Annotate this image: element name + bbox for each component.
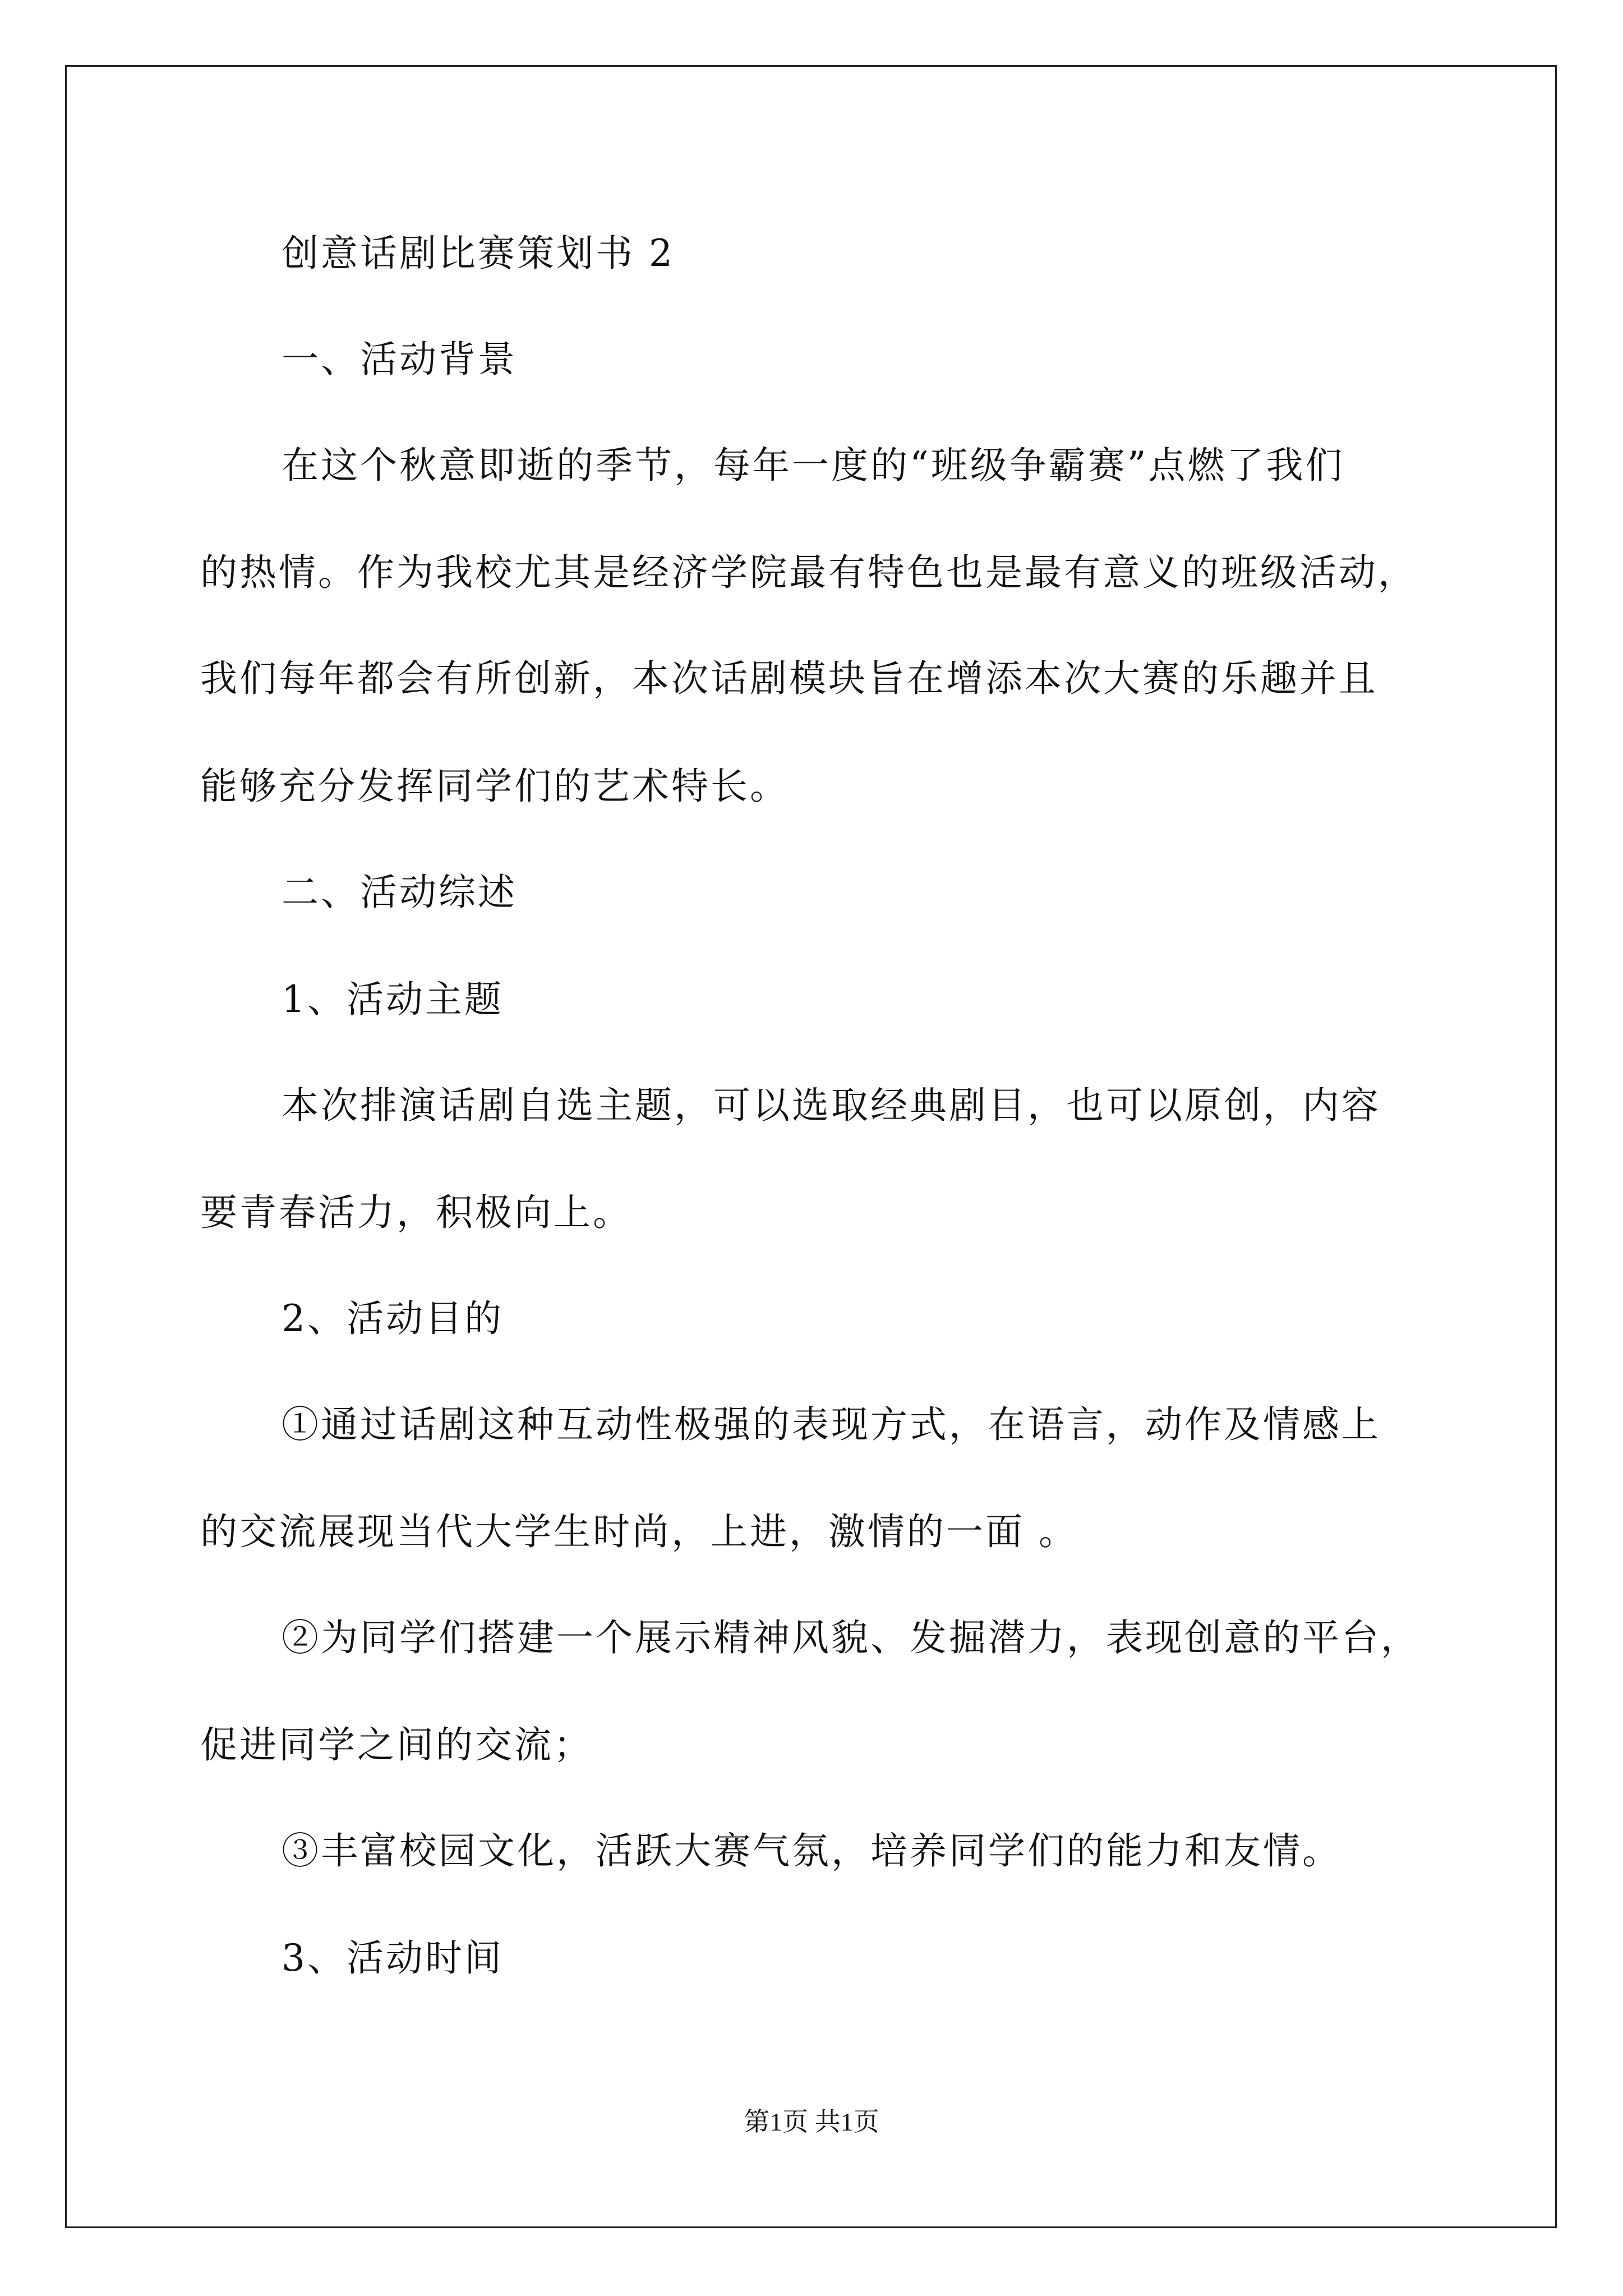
page-border	[65, 65, 1557, 2228]
goal-item-line: ②为同学们搭建一个展示精神风貌、发掘潜力，表现创意的平台，	[282, 1616, 1420, 1659]
goal-item-line: ①通过话剧这种互动性极强的表现方式，在语言，动作及情感上	[282, 1403, 1381, 1446]
section-heading-background: 一、活动背景	[282, 338, 517, 381]
subheading-time: 3、活动时间	[282, 1936, 504, 1980]
paragraph-line: 要青春活力，积极向上。	[200, 1191, 632, 1234]
goal-item-line: 促进同学之间的交流；	[200, 1723, 593, 1766]
paragraph-line: 能够充分发挥同学们的艺术特长。	[200, 765, 789, 808]
document-title: 创意话剧比赛策划书 2	[282, 232, 675, 275]
paragraph-line: 在这个秋意即逝的季节，每年一度的“班级争霸赛”点燃了我们	[282, 444, 1345, 487]
subheading-theme: 1、活动主题	[282, 978, 504, 1021]
paragraph-line: 的热情。作为我校尤其是经济学院最有特色也是最有意义的班级活动，	[200, 551, 1417, 594]
paragraph-line: 我们每年都会有所创新，本次话剧模块旨在增添本次大赛的乐趣并且	[200, 657, 1378, 700]
subheading-purpose: 2、活动目的	[282, 1297, 504, 1340]
page-footer: 第1页 共1页	[744, 2108, 879, 2136]
goal-item-line: 的交流展现当代大学生时尚，上进，激情的一面 。	[200, 1510, 1078, 1553]
paragraph-line: 本次排演话剧自选主题，可以选取经典剧目，也可以原创，内容	[282, 1084, 1381, 1127]
goal-item-line: ③丰富校园文化，活跃大赛气氛，培养同学们的能力和友情。	[282, 1829, 1341, 1872]
section-heading-overview: 二、活动综述	[282, 871, 517, 914]
